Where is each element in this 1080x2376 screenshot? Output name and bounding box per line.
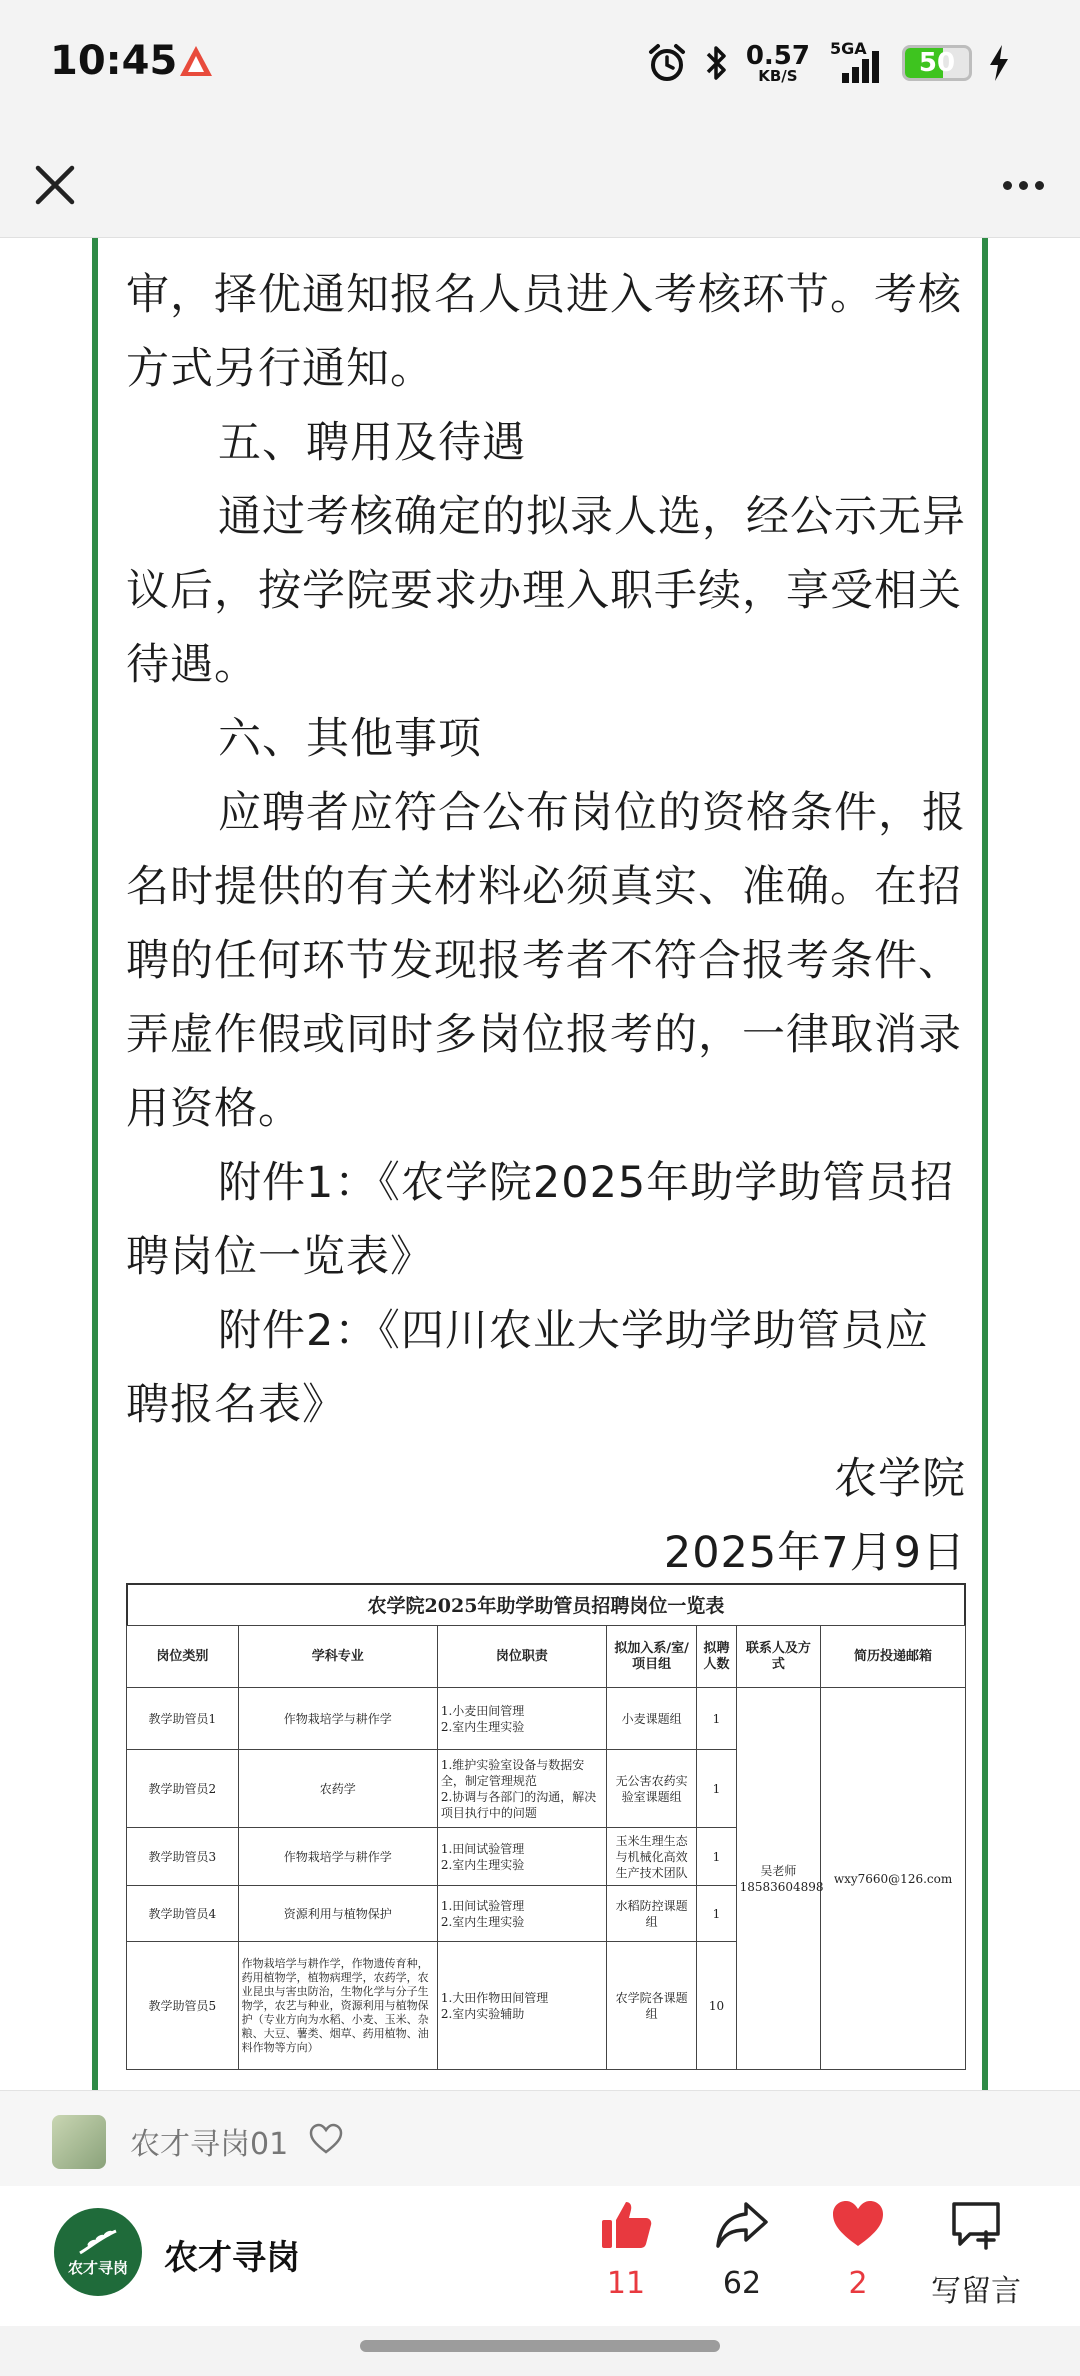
table-cell: 无公害农药实验室课题组 [606, 1750, 697, 1828]
table-header: 拟聘人数 [697, 1626, 736, 1688]
table-cell: 小麦课题组 [606, 1688, 697, 1750]
table-title: 农学院2025年助学助管员招聘岗位一览表 [126, 1583, 966, 1625]
share-button[interactable] [682, 2196, 802, 2301]
signal-icon [826, 41, 886, 85]
account-logo-text: 农才寻岗 [67, 2258, 128, 2277]
table-cell: 农药学 [238, 1750, 437, 1828]
paragraph: 通过考核确定的拟录人选，经公示无异议后，按学院要求办理入职手续，享受相关待遇。 [126, 492, 966, 690]
net-speed-unit: KB/S [758, 66, 798, 85]
share-count: 62 [722, 2266, 762, 2301]
table-cell: 教学助管员4 [127, 1886, 239, 1942]
signal-label: 5GA [830, 39, 867, 58]
more-button[interactable] [992, 154, 1054, 216]
paragraph: 应聘者应符合公布岗位的资格条件，报名时提供的有关材料必须真实、准确。在招聘的任何环节发现报考者不符合报考条件、弄虚作假或同时多岗位报考的，一律取消录用资格。 [126, 788, 966, 1134]
close-icon [24, 154, 86, 216]
net-speed-value: 0.57 [745, 40, 810, 71]
table-header: 学科专业 [238, 1626, 437, 1688]
attachment-link: 附件1：《农学院2025年助学助管员招聘岗位一览表》 [126, 1158, 955, 1282]
like-button[interactable] [566, 2196, 686, 2301]
signal-indicator [826, 41, 886, 85]
status-time: 10:45 [50, 38, 178, 84]
table-cell: 教学助管员2 [127, 1750, 239, 1828]
table-cell: 1.维护实验室设备与数据安全，制定管理规范 2.协调与各部门的沟通，解决项目执行中的问题 [437, 1750, 606, 1828]
share-icon [714, 2196, 770, 2252]
table-cell: 教学助管员5 [127, 1942, 239, 2070]
author-bar[interactable] [0, 2090, 1080, 2186]
bottom-action-bar [0, 2186, 1080, 2326]
close-button[interactable] [24, 154, 86, 216]
table-cell: 1.田间试验管理 2.室内生理实验 [437, 1828, 606, 1886]
account-logo[interactable] [54, 2208, 142, 2296]
table-cell: 作物栽培学与耕作学，作物遗传育种，药用植物学，植物病理学，农药学，农业昆虫与害虫防治，生物化学与分子生物学，农艺与种业，资源利用与植物保护（专业方向为水稻、小麦、玉米、杂粮、大豆、薯类、烟草、药用植物、油料作物等方向） [238, 1942, 437, 2070]
table-cell: 1 [697, 1688, 736, 1750]
table-cell: 1 [697, 1828, 736, 1886]
table-cell: 教学助管员1 [127, 1688, 239, 1750]
position-table-image[interactable] [126, 1583, 966, 2070]
table-cell: 教学助管员3 [127, 1828, 239, 1886]
section-heading: 六、其他事项 [218, 714, 482, 764]
table-cell: 10 [697, 1942, 736, 2070]
more-icon [1003, 181, 1012, 190]
love-count: 2 [848, 2266, 868, 2301]
table-cell: 资源利用与植物保护 [238, 1886, 437, 1942]
signature: 农学院 [834, 1454, 966, 1504]
status-icons [646, 38, 1010, 88]
avatar[interactable] [52, 2115, 106, 2169]
home-indicator[interactable] [360, 2340, 720, 2352]
bluetooth-icon [704, 42, 730, 84]
table-cell: 1 [697, 1886, 736, 1942]
article-body [0, 238, 1080, 2090]
position-table [126, 1625, 966, 2070]
table-cell: 1 [697, 1750, 736, 1828]
net-speed [745, 40, 810, 85]
paragraph: 审，择优通知报名人员进入考核环节。考核方式另行通知。 [126, 270, 962, 394]
table-cell: 水稻防控课题组 [606, 1886, 697, 1942]
section-heading: 五、聘用及待遇 [218, 418, 526, 468]
battery-indicator [902, 45, 972, 81]
article-text [126, 258, 966, 1590]
table-cell: 作物栽培学与耕作学 [238, 1688, 437, 1750]
wheat-icon [76, 2227, 120, 2257]
battery-level: 50 [918, 48, 956, 78]
alarm-icon [646, 42, 688, 84]
table-header: 岗位职责 [437, 1626, 606, 1688]
table-cell: 玉米生理生态与机械化高效生产技术团队 [606, 1828, 697, 1886]
table-header: 联系人及方式 [736, 1626, 821, 1688]
table-header: 岗位类别 [127, 1626, 239, 1688]
more-icon [1019, 181, 1028, 190]
thumbs-up-icon [598, 2196, 654, 2252]
author-name[interactable]: 农才寻岗01 [130, 2127, 289, 2162]
account-name[interactable]: 农才寻岗 [164, 2238, 300, 2278]
heart-icon [830, 2196, 886, 2252]
table-cell-email: wxy7660@126.com [821, 1688, 966, 2070]
table-cell: 农学院各课题组 [606, 1942, 697, 2070]
love-button[interactable] [798, 2196, 918, 2301]
comment-label: 写留言 [931, 2274, 1021, 2309]
app-notification-icon [176, 44, 216, 80]
border-left [92, 238, 98, 2090]
table-cell: 1.小麦田间管理 2.室内生理实验 [437, 1688, 606, 1750]
table-row [127, 1688, 966, 1750]
top-bar [0, 130, 1080, 238]
table-cell: 1.田间试验管理 2.室内生理实验 [437, 1886, 606, 1942]
table-cell: 1.大田作物田间管理 2.室内实验辅助 [437, 1942, 606, 2070]
date: 2025年7月9日 [663, 1528, 966, 1578]
table-cell-contact: 吴老师 18583604898 [736, 1688, 821, 2070]
charging-icon [988, 43, 1010, 83]
table-cell: 作物栽培学与耕作学 [238, 1828, 437, 1886]
comment-button[interactable] [916, 2196, 1036, 2310]
table-header: 拟加入系/室/项目组 [606, 1626, 697, 1688]
status-bar [0, 0, 1080, 130]
more-icon [1035, 181, 1044, 190]
like-count: 11 [606, 2266, 646, 2301]
border-right [982, 238, 988, 2090]
attachment-link: 附件2：《四川农业大学助学助管员应聘报名表》 [126, 1306, 929, 1430]
table-header: 简历投递邮箱 [821, 1626, 966, 1688]
heart-outline-icon[interactable] [308, 2121, 344, 2157]
comment-add-icon [948, 2196, 1004, 2252]
